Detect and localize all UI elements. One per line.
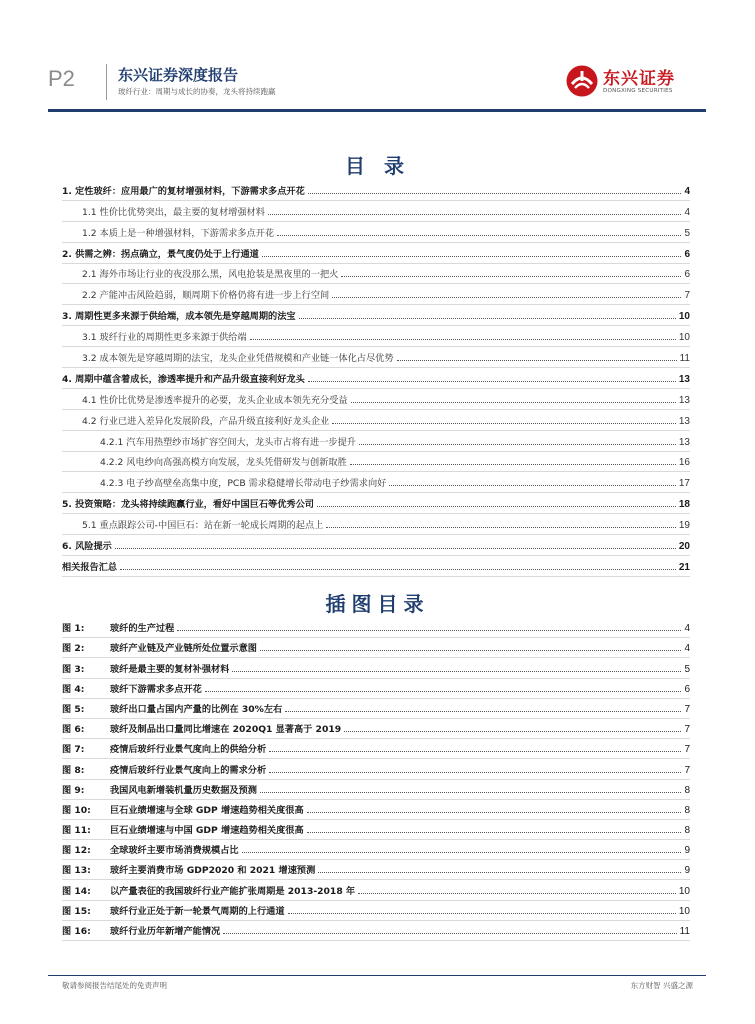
toc-entry-page: 20 [678, 541, 690, 553]
toc-entry-page: 13 [678, 436, 690, 448]
dot-leader [285, 711, 681, 712]
disclaimer-note: 敬请参阅报告结尾处的免责声明 [62, 981, 167, 990]
toc-entry[interactable] [62, 243, 690, 264]
toc-entry-page: 13 [678, 415, 690, 427]
dot-leader [299, 318, 676, 319]
dot-leader [223, 933, 676, 934]
figure-entry[interactable] [62, 739, 690, 759]
toc-entry[interactable] [62, 556, 690, 577]
toc-title: 目 录 [345, 154, 410, 178]
figure-entry-page: 11 [679, 926, 690, 937]
dot-leader [318, 872, 681, 873]
toc-entry[interactable] [62, 389, 690, 410]
figure-entry-page: 7 [684, 703, 690, 715]
figure-entry-page: 7 [684, 744, 690, 756]
figure-entry-text: 玻纤及制品出口量同比增速在 2020Q1 显著高于 2019 [110, 724, 342, 736]
figure-entry-label: 图 5: [62, 703, 85, 715]
figure-entry[interactable] [62, 719, 690, 739]
dot-leader [359, 444, 676, 445]
dot-leader [317, 506, 676, 507]
toc-list [62, 180, 690, 577]
figure-entry-page: 5 [684, 663, 690, 675]
toc-entry-text: 3.2 成本领先是穿越周期的法宝，龙头企业凭借规模和产业链一体化占尽优势 [82, 353, 394, 365]
figure-entry-label: 图 11: [62, 825, 91, 837]
figure-entry-label: 图 1: [62, 623, 85, 635]
figure-entry-text: 巨石业绩增速与全球 GDP 增速趋势相关度很高 [110, 804, 304, 816]
figure-entry-label: 图 16: [62, 926, 91, 937]
toc-entry-text: 2. 供需之辨：拐点确立，景气度仍处于上行通道 [62, 248, 259, 260]
figure-entry-text: 玻纤产业链及产业链所处位置示意图 [110, 643, 257, 655]
figure-entry-page: 7 [684, 724, 690, 736]
toc-entry-text: 4. 周期中蕴含着成长，渗透率提升和产品升级直接利好龙头 [62, 373, 305, 385]
toc-entry[interactable] [62, 180, 690, 201]
figure-entry-text: 玻纤行业正处于新一轮景气周期的上行通道 [110, 905, 285, 917]
header-separator [106, 64, 107, 100]
toc-entry-page: 13 [678, 373, 690, 385]
figure-entry[interactable] [62, 638, 690, 658]
dot-leader [307, 812, 682, 813]
toc-entry[interactable] [62, 431, 690, 452]
toc-entry-text: 6. 风险提示 [62, 541, 112, 553]
dot-leader [341, 276, 681, 277]
figure-entry-text: 以产量表征的我国玻纤行业产能扩张周期是 2013-2018 年 [110, 885, 356, 897]
toc-entry-page: 6 [684, 269, 690, 281]
toc-entry[interactable] [62, 493, 690, 514]
figure-entry[interactable] [62, 679, 690, 699]
dot-leader [269, 772, 681, 773]
figure-entry-label: 图 7: [62, 744, 85, 756]
figure-entry-label: 图 10: [62, 804, 91, 816]
figure-entry-text: 疫情后玻纤行业景气度向上的供给分析 [110, 744, 267, 756]
toc-entry[interactable] [62, 347, 690, 368]
toc-entry[interactable] [62, 410, 690, 431]
toc-entry[interactable] [62, 284, 690, 305]
figure-entry-page: 6 [684, 683, 690, 695]
toc-entry[interactable] [62, 326, 690, 347]
logo-english-name: DONGXING SECURITIES [603, 88, 673, 94]
dot-leader [307, 832, 682, 833]
figure-entry[interactable] [62, 658, 690, 678]
figure-entry-label: 图 15: [62, 905, 91, 917]
figure-entry[interactable] [62, 759, 690, 779]
toc-entry-text: 4.2 行业已进入差异化发展阶段，产品升级直接利好龙头企业 [82, 415, 330, 427]
toc-entry-text: 3.1 玻纤行业的周期性更多来源于供给端 [82, 332, 247, 344]
toc-entry[interactable] [62, 201, 690, 222]
figure-entry[interactable] [62, 860, 690, 880]
figure-entry-label: 图 6: [62, 724, 85, 736]
figure-entry-page: 8 [684, 825, 690, 837]
toc-entry-page: 19 [678, 520, 690, 532]
toc-entry-page: 10 [678, 332, 690, 344]
figure-entry-page: 9 [684, 865, 690, 877]
figure-entry-text: 玻纤出口量占国内产量的比例在 30%左右 [110, 703, 283, 715]
toc-entry-text: 4.2.3 电子纱高壁垒高集中度，PCB 需求稳健增长带动电子纱需求向好 [100, 478, 387, 490]
figure-entry-label: 图 12: [62, 845, 91, 857]
dot-leader [269, 751, 681, 752]
toc-entry-text: 1.2 本质上是一种增强材料，下游需求多点开花 [82, 227, 275, 239]
figure-entry-text: 我国风电新增装机量历史数据及预测 [110, 784, 257, 796]
logo-mark-icon [565, 64, 599, 98]
dot-leader [332, 423, 676, 424]
toc-entry-page: 10 [678, 311, 690, 323]
toc-entry-page: 18 [678, 499, 690, 511]
dot-leader [242, 852, 682, 853]
figure-entry-label: 图 2: [62, 643, 85, 655]
figure-entry-page: 10 [678, 905, 690, 917]
figure-entry-label: 图 14: [62, 885, 91, 897]
dot-leader [260, 650, 681, 651]
toc-entry-text: 5. 投资策略：龙头将持续跑赢行业，看好中国巨石等优秀公司 [62, 499, 314, 511]
figure-entry-label: 图 8: [62, 764, 85, 776]
figure-index-list [62, 618, 690, 941]
toc-entry-page: 11 [679, 353, 690, 365]
figure-entry[interactable] [62, 880, 690, 900]
toc-entry-page: 7 [684, 290, 690, 302]
toc-entry[interactable] [62, 368, 690, 389]
toc-entry-page: 16 [678, 457, 690, 469]
figure-entry[interactable] [62, 901, 690, 921]
footer-slogan: 东方财智 兴盛之源 [630, 981, 693, 990]
toc-entry-text: 4.2.2 风电纱向高强高模方向发展，龙头凭借研发与创新取胜 [100, 457, 347, 469]
dot-leader [397, 360, 677, 361]
dot-leader [115, 548, 676, 549]
toc-entry[interactable] [62, 452, 690, 473]
report-series-title: 东兴证券深度报告 [118, 66, 239, 84]
figure-entry-page: 8 [684, 784, 690, 796]
dot-leader [268, 214, 682, 215]
dot-leader [332, 297, 681, 298]
figure-entry-label: 图 9: [62, 784, 85, 796]
figure-entry[interactable] [62, 921, 690, 941]
toc-entry-text: 5.1 重点跟踪公司-中国巨石：站在新一轮成长周期的起点上 [82, 520, 324, 532]
dot-leader [308, 193, 682, 194]
figure-entry[interactable] [62, 820, 690, 840]
toc-entry-page: 21 [678, 561, 690, 573]
header-rule [48, 109, 706, 112]
toc-entry[interactable] [62, 472, 690, 493]
toc-entry-text: 1.1 性价比优势突出，最主要的复材增强材料 [82, 206, 265, 218]
toc-entry[interactable] [62, 514, 690, 535]
figure-entry-text: 巨石业绩增速与中国 GDP 增速趋势相关度很高 [110, 825, 304, 837]
figure-entry[interactable] [62, 618, 690, 638]
dot-leader [358, 893, 676, 894]
dot-leader [205, 691, 682, 692]
toc-entry-text: 2.2 产能冲击风险趋弱，顺周期下价格仍将有进一步上行空间 [82, 290, 330, 302]
dot-leader [389, 485, 676, 486]
figure-entry-page: 9 [684, 845, 690, 857]
toc-entry-text: 3. 周期性更多来源于供给端，成本领先是穿越周期的法宝 [62, 311, 296, 323]
dot-leader [250, 339, 676, 340]
figure-entry-label: 图 3: [62, 663, 85, 675]
dot-leader [350, 464, 676, 465]
figure-entry-text: 疫情后玻纤行业景气度向上的需求分析 [110, 764, 267, 776]
figure-entry-text: 玻纤是最主要的复材补强材料 [110, 663, 230, 675]
figure-entry-text: 玻纤主要消费市场 GDP2020 和 2021 增速预测 [110, 865, 316, 877]
toc-entry-text: 4.1 性价比优势是渗透率提升的必要，龙头企业成本领先充分受益 [82, 394, 348, 406]
figure-entry-text: 玻纤的生产过程 [110, 623, 175, 635]
dot-leader [344, 731, 681, 732]
figure-index-title: 插图目录 [325, 592, 430, 616]
page-number: P2 [48, 66, 75, 91]
figure-entry-label: 图 13: [62, 865, 91, 877]
figure-entry-text: 玻纤行业历年新增产能情况 [110, 926, 221, 937]
figure-entry[interactable] [62, 780, 690, 800]
toc-entry-text: 2.1 海外市场让行业的夜没那么黑，风电抢装是黑夜里的一把火 [82, 269, 339, 281]
dot-leader [262, 256, 682, 257]
dot-leader [260, 792, 681, 793]
figure-entry[interactable] [62, 699, 690, 719]
toc-entry-page: 17 [678, 478, 690, 490]
figure-entry-page: 7 [684, 764, 690, 776]
figure-entry-page: 4 [684, 643, 690, 655]
figure-entry-text: 玻纤下游需求多点开花 [110, 683, 202, 695]
figure-entry-page: 8 [684, 804, 690, 816]
dot-leader [120, 569, 676, 570]
toc-entry-text: 相关报告汇总 [62, 561, 118, 573]
dot-leader [277, 235, 681, 236]
page-header [0, 0, 755, 112]
figure-entry-page: 10 [678, 885, 690, 897]
dot-leader [288, 913, 676, 914]
dot-leader [232, 671, 681, 672]
toc-entry-page: 6 [684, 248, 690, 260]
toc-entry-page: 4 [684, 206, 690, 218]
figure-entry-label: 图 4: [62, 683, 85, 695]
dot-leader [308, 381, 676, 382]
company-logo [565, 62, 700, 102]
toc-entry-page: 13 [678, 394, 690, 406]
toc-entry[interactable] [62, 535, 690, 556]
figure-entry[interactable] [62, 840, 690, 860]
figure-entry[interactable] [62, 800, 690, 820]
toc-entry-text: 1. 定性玻纤：应用最广的复材增强材料，下游需求多点开花 [62, 185, 305, 197]
dot-leader [326, 527, 676, 528]
report-subtitle: 玻纤行业：周期与成长的协奏，龙头将持续跑赢 [118, 87, 276, 96]
dot-leader [351, 402, 676, 403]
toc-entry-text: 4.2.1 汽车用热塑纱市场扩容空间大，龙头市占将有进一步提升 [100, 436, 356, 448]
dot-leader [177, 630, 681, 631]
figure-entry-page: 4 [684, 623, 690, 635]
figure-entry-text: 全球玻纤主要市场消费规模占比 [110, 845, 239, 857]
toc-entry-page: 5 [684, 227, 690, 239]
toc-entry[interactable] [62, 264, 690, 285]
logo-chinese-name: 东兴证券 [603, 69, 675, 89]
toc-entry[interactable] [62, 305, 690, 326]
footer-rule [48, 975, 706, 976]
toc-entry-page: 4 [684, 185, 690, 197]
toc-entry[interactable] [62, 222, 690, 243]
